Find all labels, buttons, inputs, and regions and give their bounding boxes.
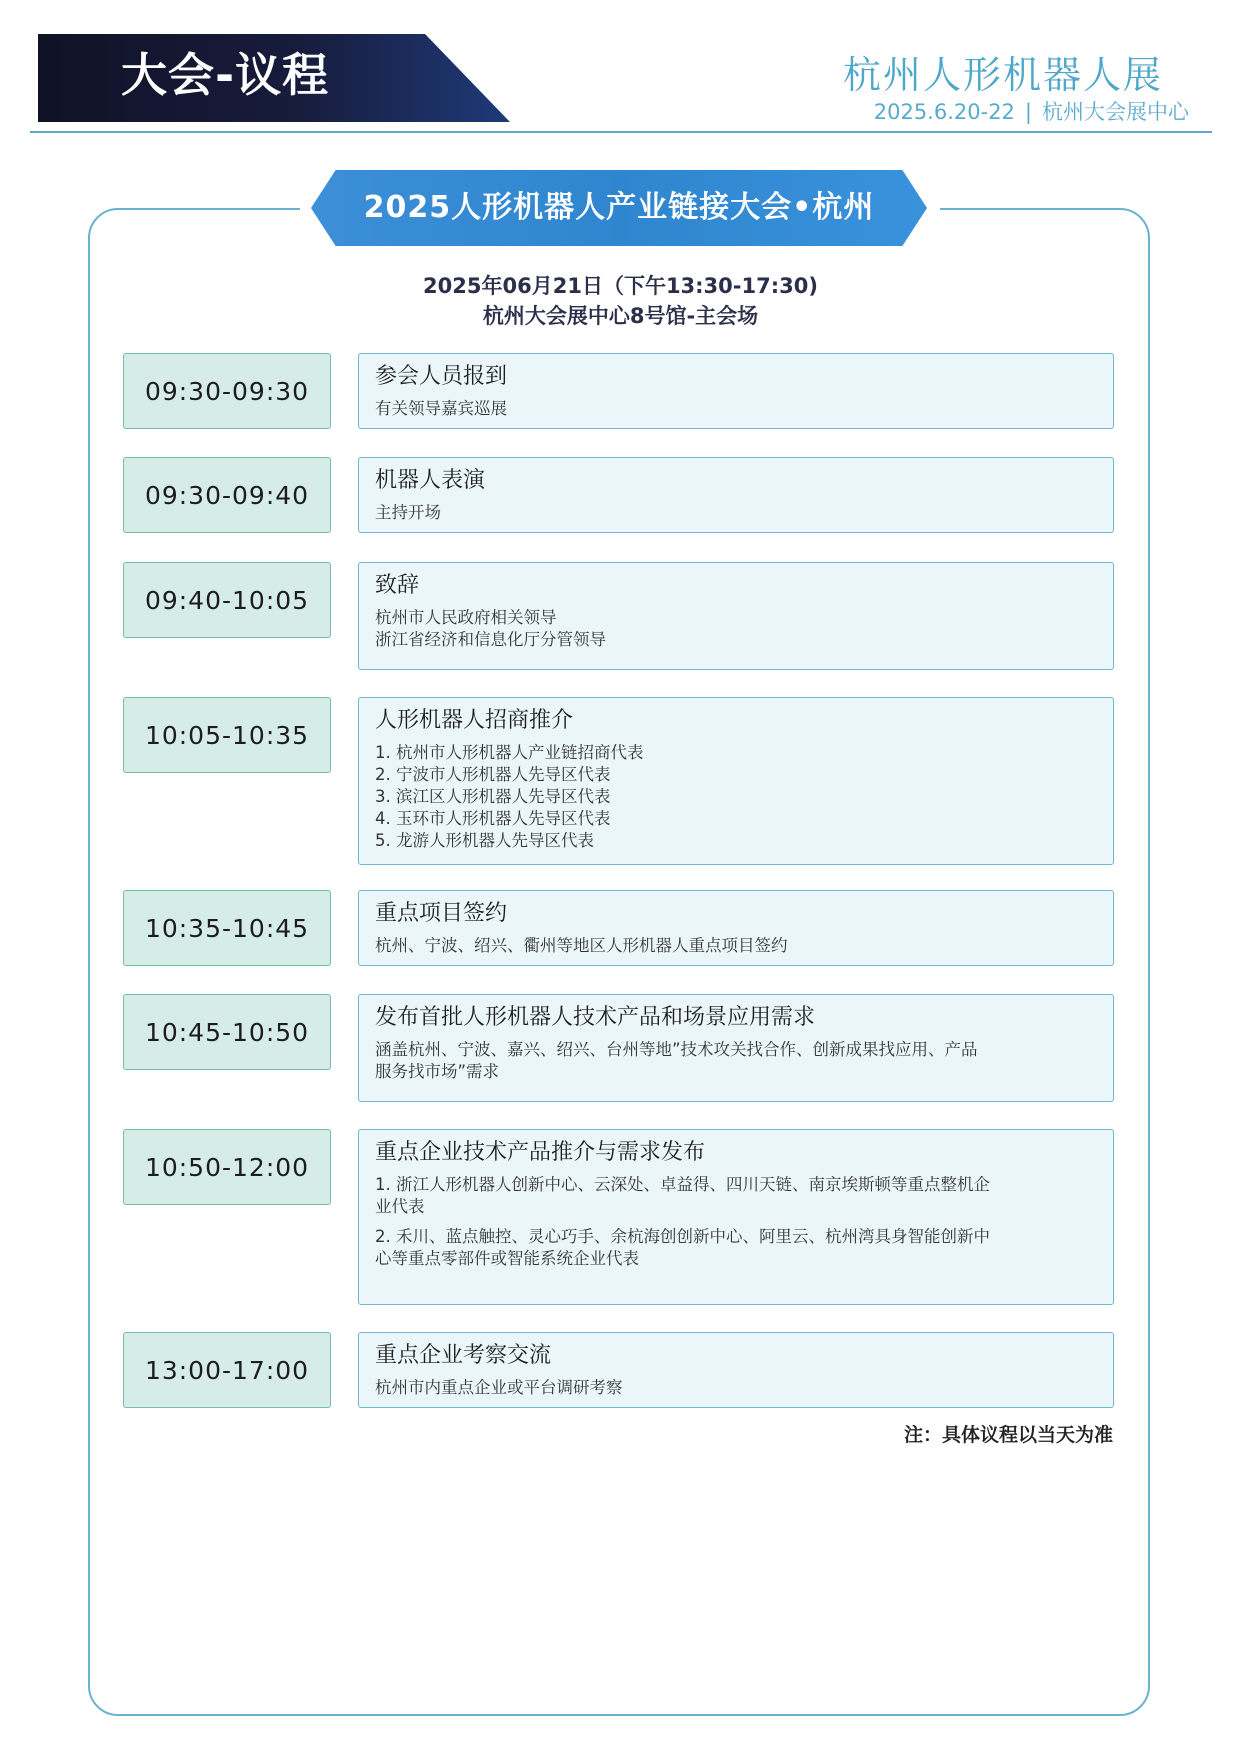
agenda-item-title: 致辞 xyxy=(375,573,420,598)
agenda-time: 09:40-10:05 xyxy=(123,562,331,638)
agenda-item xyxy=(358,1332,1114,1408)
agenda-item-title: 发布首批人形机器人技术产品和场景应用需求 xyxy=(375,1005,816,1030)
agenda-item-title: 重点项目签约 xyxy=(375,901,508,926)
agenda-item-line: 涵盖杭州、宁波、嘉兴、绍兴、台州等地”技术攻关找合作、创新成果找应用、产品 xyxy=(375,1040,978,1059)
page-title: 大会-议程 xyxy=(121,48,330,102)
agenda-item xyxy=(358,562,1114,670)
agenda-item-line: 4. 玉环市人形机器人先导区代表 xyxy=(375,809,611,828)
agenda-time: 10:05-10:35 xyxy=(123,697,331,773)
brand-name: 杭州人形机器人展 xyxy=(842,53,1163,97)
agenda-item xyxy=(358,994,1114,1102)
agenda-item-title: 参会人员报到 xyxy=(375,364,508,389)
agenda-time: 10:35-10:45 xyxy=(123,890,331,966)
agenda-time: 09:30-09:30 xyxy=(123,353,331,429)
agenda-item-title: 人形机器人招商推介 xyxy=(375,708,574,733)
brand-date: 2025.6.20-22 xyxy=(873,100,1015,124)
agenda-item xyxy=(358,697,1114,865)
agenda-time: 10:50-12:00 xyxy=(123,1129,331,1205)
agenda-item-line: 2. 宁波市人形机器人先导区代表 xyxy=(375,765,611,784)
agenda-item-line: 5. 龙游人形机器人先导区代表 xyxy=(375,831,594,850)
agenda-item-line: 有关领导嘉宾巡展 xyxy=(375,399,507,418)
agenda-item xyxy=(358,457,1114,533)
agenda-item-line: 业代表 xyxy=(375,1197,425,1216)
agenda-item-line: 1. 浙江人形机器人创新中心、云深处、卓益得、四川天链、南京埃斯顿等重点整机企 xyxy=(375,1175,990,1194)
agenda-item-line: 杭州、宁波、绍兴、衢州等地区人形机器人重点项目签约 xyxy=(375,936,788,955)
event-date: 2025年06月21日（下午13:30-17:30) xyxy=(423,274,818,298)
brand-venue: 杭州大会展中心 xyxy=(1042,100,1189,124)
agenda-item-line: 服务找市场”需求 xyxy=(375,1062,500,1081)
event-name: 2025人形机器人产业链接大会•杭州 xyxy=(363,190,875,225)
agenda-item-line: 心等重点零部件或智能系统企业代表 xyxy=(375,1249,639,1268)
agenda-item-title: 重点企业考察交流 xyxy=(375,1343,552,1368)
agenda-note: 注：具体议程以当天为准 xyxy=(903,1424,1113,1446)
agenda-item xyxy=(358,1129,1114,1305)
agenda-item-line: 2. 禾川、蓝点触控、灵心巧手、余杭海创创新中心、阿里云、杭州湾具身智能创新中 xyxy=(375,1227,990,1246)
agenda-item-line: 浙江省经济和信息化厅分管领导 xyxy=(375,630,606,649)
agenda-time: 09:30-09:40 xyxy=(123,457,331,533)
agenda-item-title: 重点企业技术产品推介与需求发布 xyxy=(375,1140,706,1165)
brand-separator: | xyxy=(1024,100,1032,124)
agenda-time: 13:00-17:00 xyxy=(123,1332,331,1408)
agenda-item-line: 杭州市内重点企业或平台调研考察 xyxy=(375,1378,623,1397)
agenda-time: 10:45-10:50 xyxy=(123,994,331,1070)
agenda-item-title: 机器人表演 xyxy=(375,468,486,493)
agenda-item xyxy=(358,353,1114,429)
agenda-item-line: 1. 杭州市人形机器人产业链招商代表 xyxy=(375,743,644,762)
brand-subtitle xyxy=(874,96,1189,126)
agenda-item xyxy=(358,890,1114,966)
event-venue: 杭州大会展中心8号馆-主会场 xyxy=(482,304,759,328)
agenda-item-line: 杭州市人民政府相关领导 xyxy=(375,608,557,627)
agenda-item-line: 主持开场 xyxy=(375,503,441,522)
header-divider xyxy=(30,131,1212,133)
agenda-item-line: 3. 滨江区人形机器人先导区代表 xyxy=(375,787,611,806)
